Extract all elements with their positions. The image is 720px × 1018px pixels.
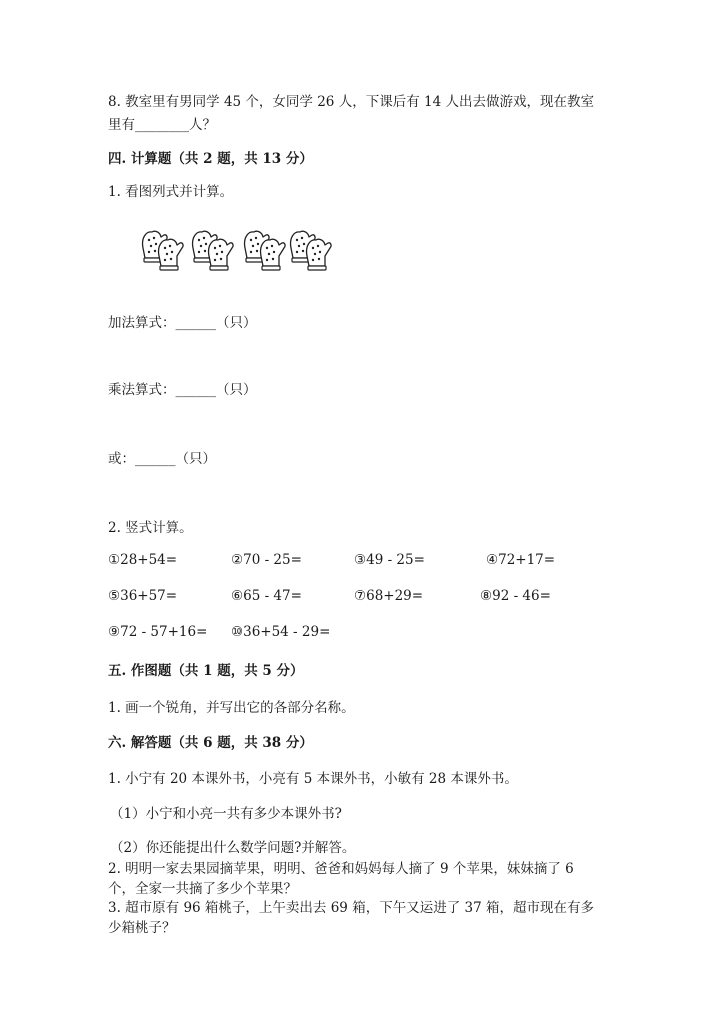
q8-line2: 里有________人？ <box>108 117 216 133</box>
s4-q1-title: 1. 看图列式并计算。 <box>108 184 234 200</box>
calc-item-6: ⑥65 - 47= <box>231 588 302 604</box>
section4-heading: 四. 计算题（共 2 题，共 13 分） <box>108 151 313 167</box>
s6-q1-sub1: （1）小宁和小亮一共有多少本课外书? <box>110 806 342 822</box>
mitten-pair-1 <box>143 231 183 270</box>
q8-line1: 8. 教室里有男同学 45 个，女同学 26 人，下课后有 14 人出去做游戏，现在教室 <box>108 94 594 110</box>
calc-item-10: ⑩36+54 - 29= <box>231 624 331 640</box>
s6-q1: 1. 小宁有 20 本课外书，小亮有 5 本课外书，小敏有 28 本课外书。 <box>108 771 518 787</box>
section6-heading: 六. 解答题（共 6 题，共 38 分） <box>108 735 313 751</box>
calc-item-7: ⑦68+29= <box>354 588 424 604</box>
mul-formula-line: 乘法算式：______（只） <box>108 382 257 398</box>
calc-item-1: ①28+54= <box>108 552 178 568</box>
or-formula-line: 或：______（只） <box>108 451 216 467</box>
mittens-illustration <box>140 228 340 274</box>
s6-q3-line2: 少箱桃子？ <box>108 920 176 936</box>
add-formula-line: 加法算式：______（只） <box>108 315 257 331</box>
s6-q1-sub2: （2）你还能提出什么数学问题?并解答。 <box>110 840 356 856</box>
mitten-pair-4 <box>291 231 331 270</box>
calc-item-8: ⑧92 - 46= <box>480 588 551 604</box>
s5-q1: 1. 画一个锐角，并写出它的各部分名称。 <box>108 700 355 716</box>
mitten-pair-2 <box>193 231 233 270</box>
calc-item-9: ⑨72 - 57+16= <box>108 624 208 640</box>
section5-heading: 五. 作图题（共 1 题，共 5 分） <box>108 663 304 679</box>
mittens-icon <box>140 228 340 274</box>
mitten-pair-3 <box>245 231 285 270</box>
calc-item-4: ④72+17= <box>486 552 556 568</box>
s4-q2-title: 2. 竖式计算。 <box>108 520 193 536</box>
calc-item-5: ⑤36+57= <box>108 588 178 604</box>
s6-q2-line2: 个，全家一共摘了多少个苹果？ <box>108 881 297 897</box>
s6-q2-line1: 2. 明明一家去果园摘苹果，明明、爸爸和妈妈每人摘了 9 个苹果，妹妹摘了 6 <box>108 861 574 877</box>
s6-q3-line1: 3. 超市原有 96 箱桃子，上午卖出去 69 箱，下午又运进了 37 箱，超市现在有多 <box>108 900 594 916</box>
calc-item-3: ③49 - 25= <box>354 552 425 568</box>
calc-item-2: ②70 - 25= <box>231 552 302 568</box>
